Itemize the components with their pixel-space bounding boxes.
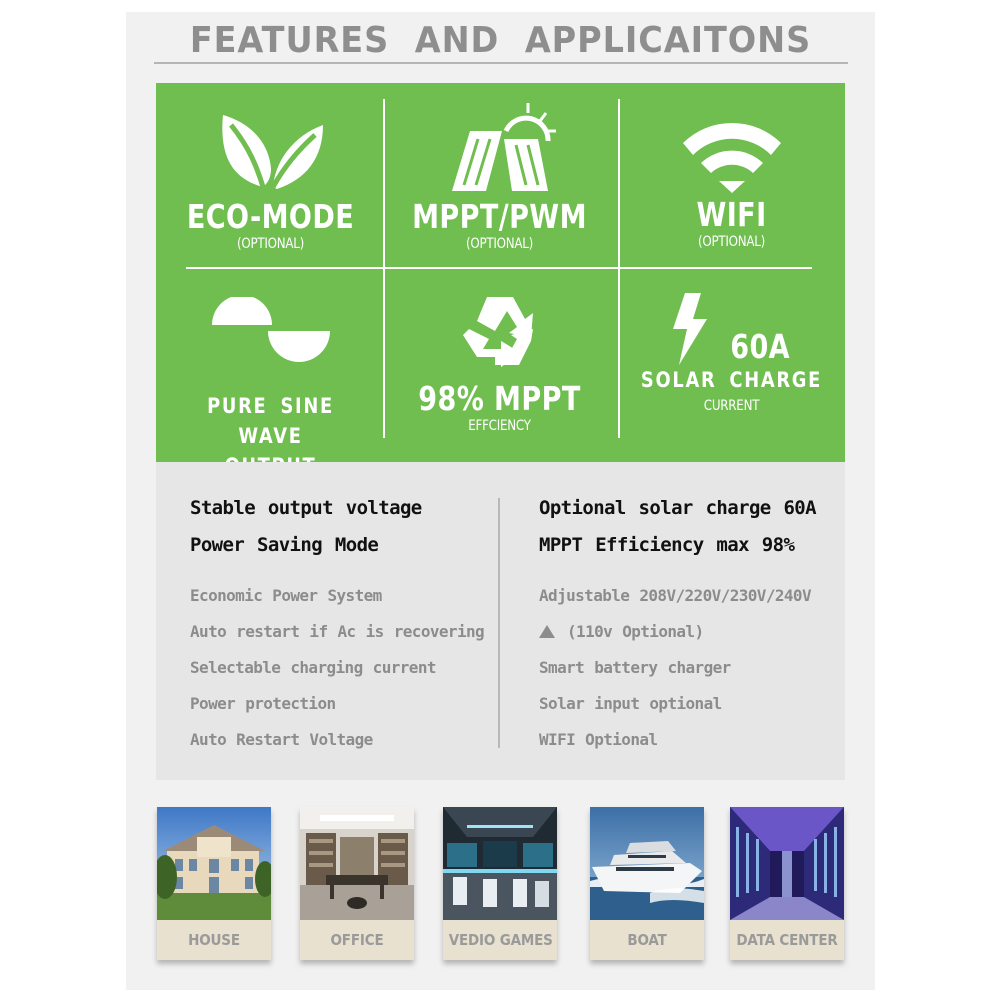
spec-highlight: Optional solar charge 60A bbox=[539, 497, 816, 519]
spec-item: Auto restart if Ac is recovering bbox=[190, 622, 485, 641]
feature-title: WIFI bbox=[696, 195, 767, 234]
feature-pure-sine-wave bbox=[156, 297, 385, 481]
feature-title: ECO-MODE bbox=[186, 197, 355, 236]
feature-title: MPPT/PWM bbox=[412, 197, 587, 236]
boat-image bbox=[590, 807, 704, 920]
spec-highlight: Power Saving Mode bbox=[190, 534, 379, 556]
application-label: VEDIO GAMES bbox=[448, 931, 553, 949]
feature-mppt-efficiency bbox=[385, 291, 614, 435]
grid-divider-horizontal bbox=[186, 267, 812, 269]
house-image bbox=[157, 807, 271, 920]
current-badge: 60A bbox=[730, 327, 791, 366]
application-card-data-center bbox=[730, 807, 844, 960]
spec-item-text: (110v Optional) bbox=[567, 622, 704, 641]
feature-wifi bbox=[617, 115, 846, 251]
application-card-house bbox=[157, 807, 271, 960]
feature-subtitle: (OPTIONAL) bbox=[236, 236, 305, 252]
application-card-boat bbox=[590, 807, 704, 960]
features-page bbox=[126, 12, 875, 990]
feature-subtitle: (OPTIONAL) bbox=[697, 234, 766, 250]
gaming-room-image bbox=[443, 807, 557, 920]
specs-left-column bbox=[190, 490, 484, 758]
application-label: BOAT bbox=[627, 931, 667, 949]
feature-subtitle: EFFCIENCY bbox=[468, 418, 531, 434]
application-label: DATA CENTER bbox=[736, 931, 838, 949]
features-grid bbox=[156, 83, 845, 462]
data-center-image bbox=[730, 807, 844, 920]
specs-divider bbox=[498, 498, 500, 748]
feature-subtitle: (OPTIONAL) bbox=[465, 236, 534, 252]
feature-title: SOLAR CHARGE bbox=[640, 368, 823, 392]
feature-mppt-pwm bbox=[385, 101, 614, 253]
title-divider bbox=[154, 62, 848, 64]
spec-highlight: Stable output voltage bbox=[190, 497, 422, 519]
office-image bbox=[300, 807, 414, 920]
feature-solar-charge bbox=[617, 293, 846, 415]
spec-item: Solar input optional bbox=[539, 694, 722, 713]
spec-highlight: MPPT Efficiency max 98% bbox=[539, 534, 795, 556]
spec-item: Adjustable 208V/220V/230V/240V bbox=[539, 586, 811, 605]
feature-title: 98% MPPT bbox=[418, 379, 581, 418]
spec-item: WIFI Optional bbox=[539, 730, 658, 749]
spec-item: Power protection bbox=[190, 694, 336, 713]
feature-eco-mode bbox=[156, 107, 385, 253]
page-title: FEATURES AND APPLICAITONS bbox=[189, 20, 812, 61]
spec-item: Selectable charging current bbox=[190, 658, 436, 677]
feature-subtitle: CURRENT bbox=[703, 398, 760, 414]
spec-item: Auto Restart Voltage bbox=[190, 730, 373, 749]
wifi-icon bbox=[677, 115, 787, 193]
application-label: OFFICE bbox=[330, 931, 384, 949]
solar-panel-icon bbox=[440, 101, 560, 193]
application-card-office bbox=[300, 807, 414, 960]
recycle-icon bbox=[455, 291, 545, 371]
application-label: HOUSE bbox=[188, 931, 240, 949]
spec-item: Smart battery charger bbox=[539, 658, 731, 677]
triangle-icon bbox=[539, 625, 555, 638]
solar-charge-header bbox=[617, 293, 846, 367]
lightning-icon bbox=[669, 293, 709, 365]
leaf-icon bbox=[211, 107, 331, 193]
specs-right-column bbox=[539, 490, 816, 758]
specs-panel bbox=[156, 462, 845, 780]
sine-wave-icon bbox=[206, 297, 336, 363]
spec-item-optional bbox=[539, 614, 816, 650]
application-card-video-games bbox=[443, 807, 557, 960]
spec-item: Economic Power System bbox=[190, 586, 382, 605]
feature-title: PURE SINE WAVE bbox=[207, 394, 334, 448]
